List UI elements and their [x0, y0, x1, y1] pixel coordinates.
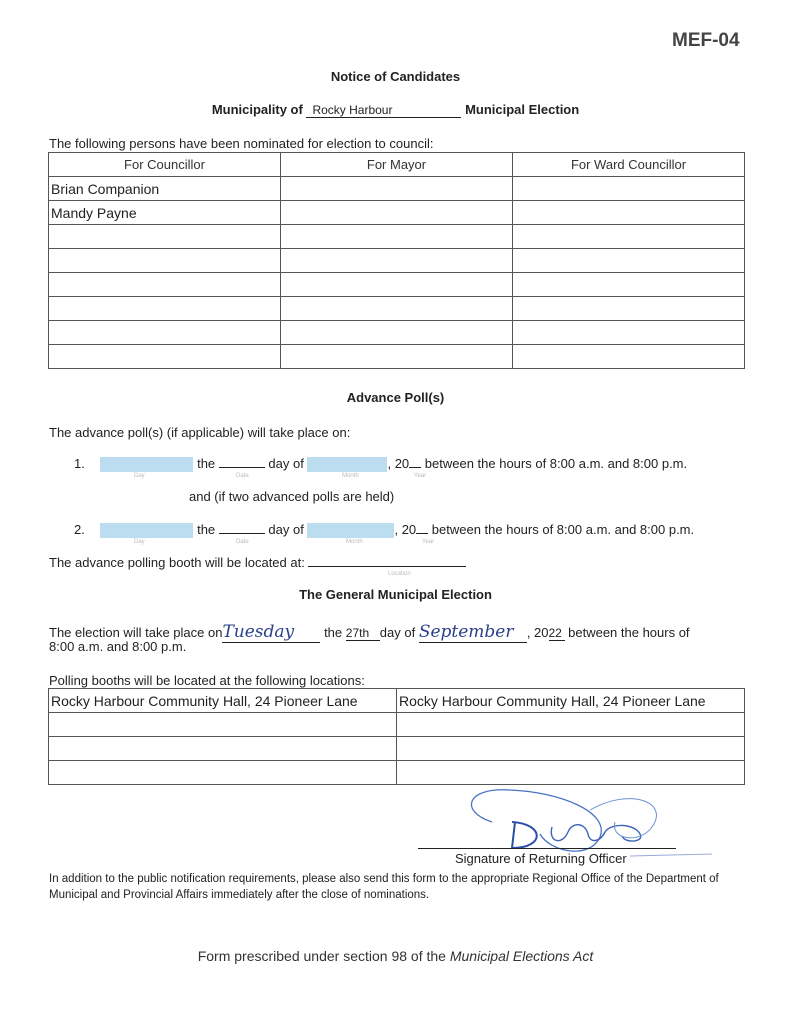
advance-1-year-field[interactable]	[409, 467, 421, 468]
the-label: the	[197, 456, 216, 471]
candidate-row	[49, 273, 745, 297]
polling-location-cell[interactable]	[49, 737, 397, 761]
general-heading: The General Municipal Election	[299, 587, 492, 602]
hint-date: Date	[236, 473, 249, 479]
hint-day: Day	[134, 473, 145, 479]
candidates-body	[49, 177, 745, 369]
ward-councillor-cell[interactable]	[513, 321, 745, 345]
councillor-cell[interactable]	[49, 273, 281, 297]
councillor-cell[interactable]	[49, 225, 281, 249]
municipality-line	[0, 102, 791, 118]
polling-location-cell[interactable]	[397, 737, 745, 761]
header-mayor: For Mayor	[281, 153, 513, 177]
advance-booth-line	[49, 555, 466, 570]
advance-poll-line-1	[74, 456, 687, 472]
candidate-row	[49, 345, 745, 369]
signature-line	[418, 848, 676, 849]
candidate-row	[49, 249, 745, 273]
candidates-header-row	[49, 153, 745, 177]
councillor-cell[interactable]	[49, 297, 281, 321]
advance-booth-location-field[interactable]	[308, 566, 466, 567]
footer-act: Municipal Elections Act	[449, 948, 594, 964]
advance-2-date-field[interactable]	[219, 533, 265, 534]
footer	[0, 948, 791, 964]
candidate-row	[49, 297, 745, 321]
advance-2-year-field[interactable]	[416, 533, 428, 534]
mayor-cell[interactable]	[281, 273, 513, 297]
general-hours-part1: between the hours of	[568, 625, 690, 640]
polling-location-cell[interactable]	[49, 713, 397, 737]
polling-location-cell[interactable]: Rocky Harbour Community Hall, 24 Pioneer Lane	[397, 689, 745, 713]
polling-location-cell[interactable]	[49, 761, 397, 785]
advance-1-date-field[interactable]	[219, 467, 265, 468]
candidate-row	[49, 177, 745, 201]
day-of-label: day of	[268, 456, 304, 471]
polling-location-cell[interactable]	[397, 713, 745, 737]
day-of-label: day of	[379, 625, 416, 640]
general-day-field[interactable]: Tuesday	[222, 622, 320, 643]
year-prefix: , 20	[387, 456, 410, 471]
header-councillor: For Councillor	[49, 153, 281, 177]
hint-year: Year	[414, 473, 427, 479]
hours-text: between the hours of 8:00 a.m. and 8:00 p.m.	[431, 522, 695, 537]
councillor-cell[interactable]	[49, 321, 281, 345]
hint-month: Month	[342, 473, 359, 479]
polling-intro: Polling booths will be located at the following locations:	[49, 673, 365, 688]
advance-intro: The advance poll(s) (if applicable) will take place on:	[49, 425, 351, 440]
notice-text: In addition to the public notification requirements, please also send this form to the appropriate Regional Office of the Department of Municipal and Provincial Affairs immediately after the close of nominations.	[49, 873, 719, 901]
advance-1-day-field[interactable]	[100, 457, 193, 472]
councillor-cell[interactable]: Mandy Payne	[49, 201, 281, 225]
councillor-cell[interactable]: Brian Companion	[49, 177, 281, 201]
municipality-suffix: Municipal Election	[465, 102, 580, 117]
councillor-cell[interactable]	[49, 345, 281, 369]
advance-1-month-field[interactable]	[307, 457, 387, 472]
mayor-cell[interactable]	[281, 321, 513, 345]
form-title: Notice of Candidates	[330, 69, 461, 84]
mayor-cell[interactable]	[281, 249, 513, 273]
candidate-row	[49, 225, 745, 249]
mayor-cell[interactable]	[281, 177, 513, 201]
polling-location-row	[49, 689, 745, 713]
ward-councillor-cell[interactable]	[513, 345, 745, 369]
the-label: the	[197, 522, 216, 537]
polling-locations-body	[49, 689, 745, 785]
candidates-table	[48, 152, 745, 369]
ward-councillor-cell[interactable]	[513, 297, 745, 321]
ward-councillor-cell[interactable]	[513, 249, 745, 273]
municipality-name-field[interactable]: Rocky Harbour	[306, 103, 461, 118]
year-prefix: , 20	[526, 625, 549, 640]
polling-location-row	[49, 737, 745, 761]
polling-location-cell[interactable]: Rocky Harbour Community Hall, 24 Pioneer Lane	[49, 689, 397, 713]
hint-month: Month	[346, 539, 363, 545]
polling-location-row	[49, 761, 745, 785]
councillor-cell[interactable]	[49, 249, 281, 273]
nominations-intro: The following persons have been nominated for election to council:	[49, 136, 434, 151]
hint-location: Location	[388, 571, 411, 577]
signature-icon	[440, 782, 720, 862]
footer-text: Form prescribed under section 98 of the	[197, 948, 446, 964]
hint-date: Date	[236, 539, 249, 545]
hint-day: Day	[134, 539, 145, 545]
two-polls-note: and (if two advanced polls are held)	[189, 489, 395, 504]
ward-councillor-cell[interactable]	[513, 177, 745, 201]
advance-heading: Advance Poll(s)	[346, 390, 445, 405]
candidate-row	[49, 201, 745, 225]
general-date-field[interactable]: 27th	[346, 626, 380, 641]
poll-number-1: 1.	[74, 456, 85, 471]
general-month-field[interactable]: September	[419, 622, 527, 643]
polling-location-row	[49, 713, 745, 737]
booth-label: The advance polling booth will be located at:	[49, 555, 305, 570]
header-ward-councillor: For Ward Councillor	[513, 153, 745, 177]
poll-number-2: 2.	[74, 522, 85, 537]
hint-year: Year	[422, 539, 435, 545]
general-year-field[interactable]: 22	[549, 626, 565, 641]
mayor-cell[interactable]	[281, 297, 513, 321]
day-of-label: day of	[268, 522, 304, 537]
mayor-cell[interactable]	[281, 345, 513, 369]
mayor-cell[interactable]	[281, 225, 513, 249]
advance-2-month-field[interactable]	[307, 523, 394, 538]
year-prefix: , 20	[394, 522, 417, 537]
general-prefix: The election will take place on	[49, 625, 223, 640]
mayor-cell[interactable]	[281, 201, 513, 225]
polling-location-cell[interactable]	[397, 761, 745, 785]
ward-councillor-cell[interactable]	[513, 201, 745, 225]
advance-poll-line-2	[74, 522, 694, 538]
ward-councillor-cell[interactable]	[513, 273, 745, 297]
form-code: MEF-04	[672, 30, 740, 51]
hours-text: between the hours of 8:00 a.m. and 8:00 p.m.	[424, 456, 688, 471]
ward-councillor-cell[interactable]	[513, 225, 745, 249]
advance-2-day-field[interactable]	[100, 523, 193, 538]
signature-label: Signature of Returning Officer	[455, 851, 627, 866]
polling-locations-table	[48, 688, 745, 785]
the-label: the	[324, 625, 343, 640]
general-hours-part2: 8:00 a.m. and 8:00 p.m.	[49, 639, 187, 654]
municipality-prefix: Municipality of	[211, 102, 303, 117]
candidate-row	[49, 321, 745, 345]
